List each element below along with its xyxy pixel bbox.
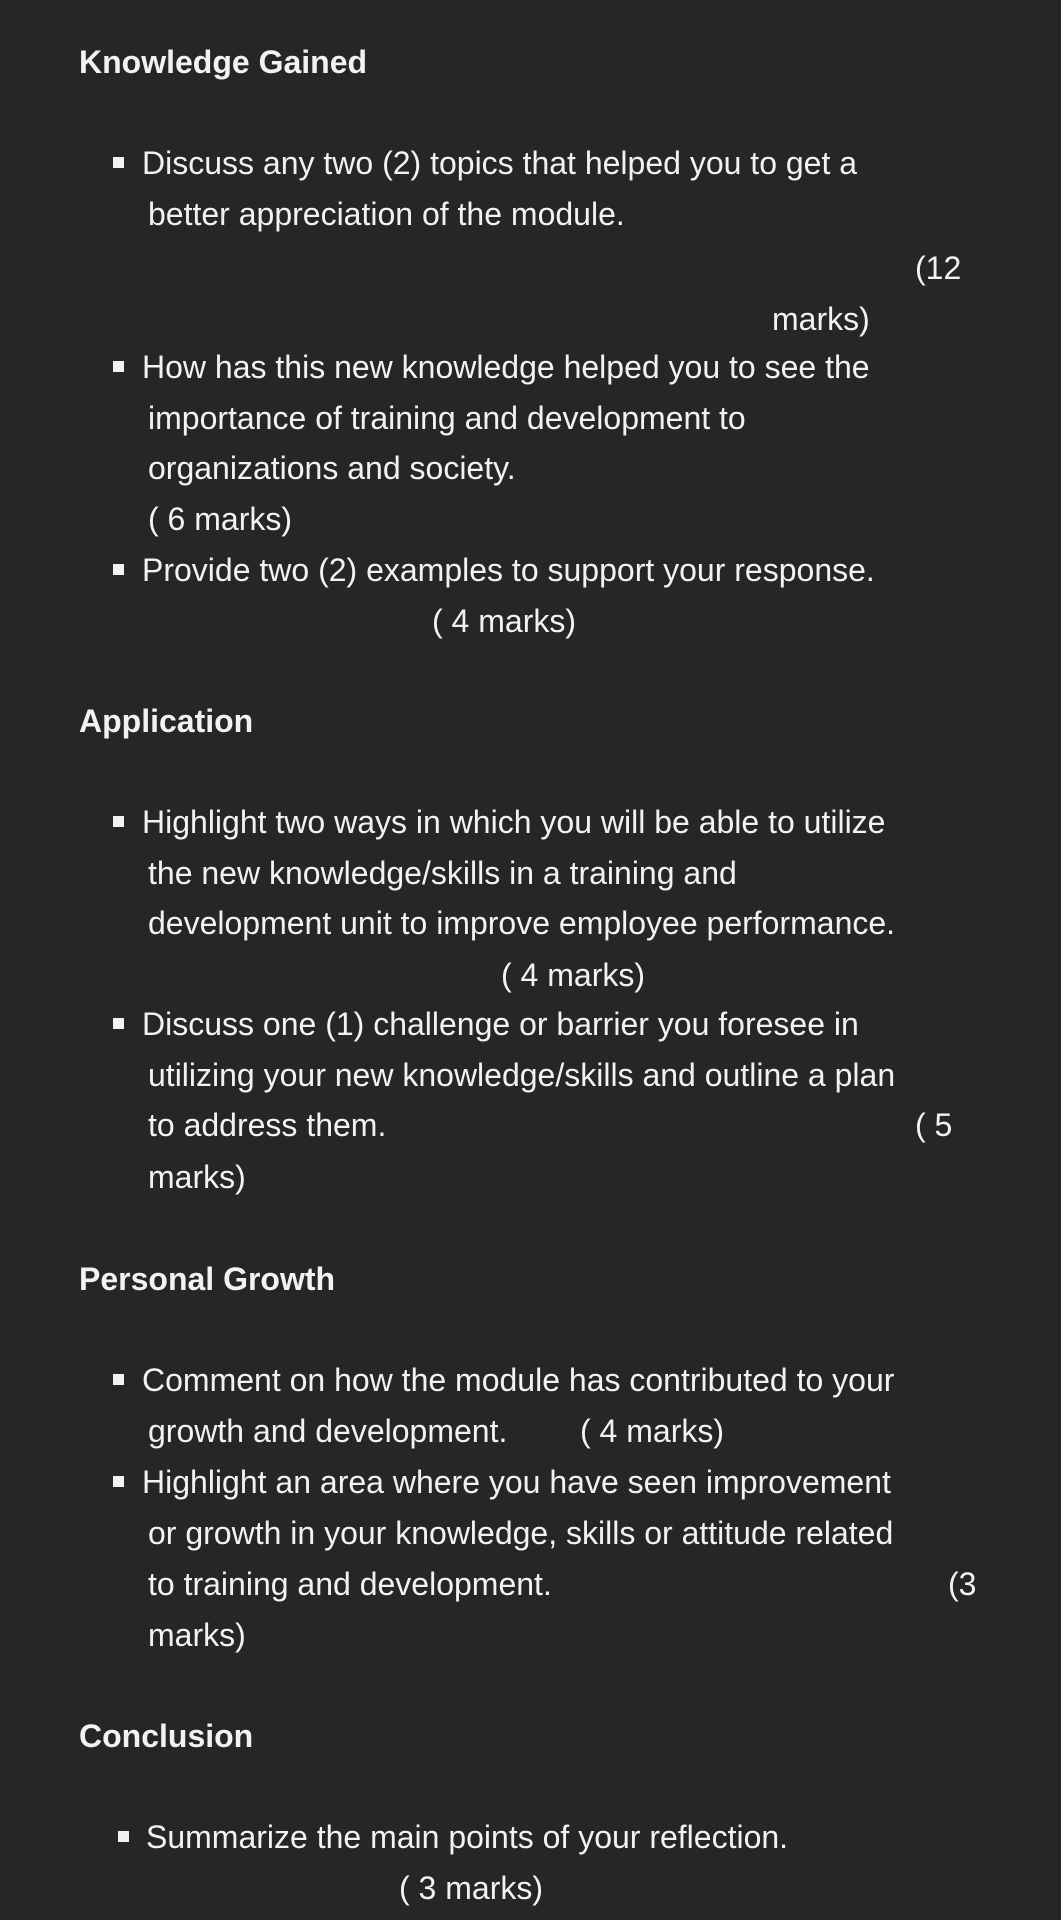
list-item-text: utilizing your new knowledge/skills and outline a plan <box>148 1057 896 1093</box>
list-item-text: better appreciation of the module. <box>148 196 625 232</box>
list-item-text: the new knowledge/skills in a training and <box>148 855 737 891</box>
section-heading-knowledge-gained: Knowledge Gained <box>79 44 368 80</box>
marks-label: marks) <box>772 301 870 337</box>
list-item-text: growth and development. <box>148 1413 508 1449</box>
marks-label: (12 <box>915 250 962 286</box>
square-bullet-icon <box>113 564 124 575</box>
list-item-text: How has this new knowledge helped you to see the <box>142 349 870 385</box>
list-item-text: development unit to improve employee performance. <box>148 905 896 941</box>
square-bullet-icon <box>113 816 124 827</box>
square-bullet-icon <box>113 1018 124 1029</box>
list-item-text: Comment on how the module has contributed to your <box>142 1362 895 1398</box>
marks-label: ( 3 marks) <box>399 1870 543 1906</box>
square-bullet-icon <box>118 1831 129 1842</box>
marks-label: ( 4 marks) <box>501 957 645 993</box>
list-item-text: Highlight an area where you have seen improvement <box>142 1464 891 1500</box>
list-item-text: Highlight two ways in which you will be able to utilize <box>142 804 886 840</box>
section-heading-application: Application <box>79 703 254 739</box>
marks-label: ( 6 marks) <box>148 501 292 537</box>
list-item-text: to training and development. <box>148 1566 552 1602</box>
list-item-text: to address them. <box>148 1107 387 1143</box>
marks-label: ( 5 <box>915 1107 953 1143</box>
list-item-text: organizations and society. <box>148 450 516 486</box>
list-item-text: or growth in your knowledge, skills or attitude related <box>148 1515 894 1551</box>
square-bullet-icon <box>113 361 124 372</box>
marks-label: ( 4 marks) <box>580 1413 724 1449</box>
marks-label: ( 4 marks) <box>432 603 576 639</box>
square-bullet-icon <box>113 157 124 168</box>
list-item-text: Provide two (2) examples to support your response. <box>142 552 875 588</box>
section-heading-personal-growth: Personal Growth <box>79 1261 336 1297</box>
marks-label: marks) <box>148 1617 246 1653</box>
section-heading-conclusion: Conclusion <box>79 1718 254 1754</box>
marks-label: marks) <box>148 1159 246 1195</box>
list-item-text: importance of training and development to <box>148 400 746 436</box>
square-bullet-icon <box>113 1374 124 1385</box>
marks-label: (3 <box>948 1566 977 1602</box>
list-item-text: Discuss one (1) challenge or barrier you foresee in <box>142 1006 859 1042</box>
list-item-text: Discuss any two (2) topics that helped you to get a <box>142 145 858 181</box>
square-bullet-icon <box>113 1476 124 1487</box>
list-item-text: Summarize the main points of your reflection. <box>146 1819 789 1855</box>
